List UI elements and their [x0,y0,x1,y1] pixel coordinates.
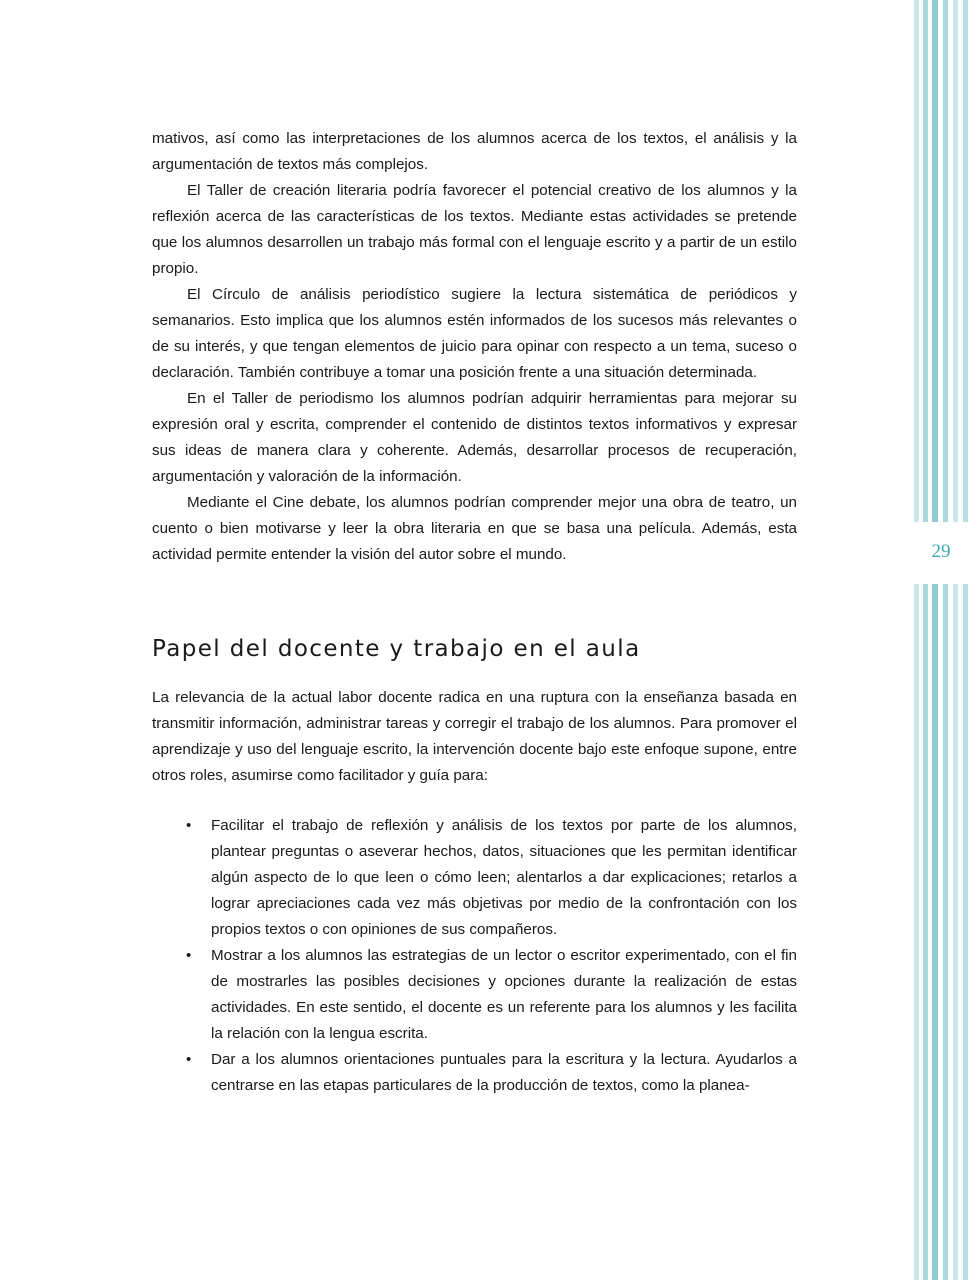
list-item-text: Facilitar el trabajo de reflexión y análisis de los textos por parte de los alumnos, plantear preguntas o aseverar hechos, datos, situaciones que les permitan identificar algún aspecto de lo que leen o cómo leen; alentarlos a dar explicaciones; retarlos a lograr apreciaciones cada vez más objetivas por medio de la confrontación con los propios textos o con opiniones de sus compañeros. [211,817,797,938]
paragraph: Mediante el Cine debate, los alumnos podrían comprender mejor una obra de teatro, un cuento o bien motivarse y leer la obra literaria en que se basa una película. Además, esta actividad permite entender la visión del autor sobre el mundo. [152,494,797,563]
list-item [152,1047,797,1099]
section-intro: La relevancia de la actual labor docente radica en una ruptura con la enseñanza basada en transmitir información, administrar tareas y corregir el trabajo de los alumnos. Para promover el aprendizaje y uso del lenguaje escrito, la intervención docente bajo este enfoque supone, entre otros roles, asumirse como facilitador y guía para: [152,689,797,784]
page-body [152,126,797,1099]
paragraph: El Círculo de análisis periodístico sugiere la lectura sistemática de periódicos y semanarios. Esto implica que los alumnos estén informados de los sucesos más relevantes o de su interés, y que tengan elementos de juicio para opinar con respecto a un tema, suceso o declaración. También contribuye a tomar una posición frente a una situación determinada. [152,286,797,381]
list-item-text: Mostrar a los alumnos las estrategias de un lector o escritor experimentado, con el fin de mostrarles las posibles decisiones y opciones durante la realización de estas actividades. En este sentido, el docente es un referente para los alumnos y les facilita la relación con la lengua escrita. [211,947,797,1042]
list-item [152,813,797,943]
bullet-list [152,813,797,1099]
bullet-icon: • [186,817,192,834]
stripe [953,0,958,1280]
stripe [914,0,919,1280]
bullet-icon: • [186,947,192,964]
page-number: 29 [931,541,951,562]
bullet-icon: • [186,1051,192,1068]
paragraph: En el Taller de periodismo los alumnos podrían adquirir herramientas para mejorar su expresión oral y escrita, comprender el contenido de distintos textos informativos y expresar sus ideas de manera clara y coherente. Además, desarrollar procesos de recuperación, argumentación y valoración de la información. [152,390,797,485]
paragraph: mativos, así como las interpretaciones de los alumnos acerca de los textos, el análisis y la argumentación de textos más complejos. [152,130,797,173]
list-item-text: Dar a los alumnos orientaciones puntuales para la escritura y la lectura. Ayudarlos a centrarse en las etapas particulares de la producción de textos, como la planea- [211,1051,797,1094]
stripe [932,0,938,1280]
stripe [923,0,928,1280]
paragraph: El Taller de creación literaria podría favorecer el potencial creativo de los alumnos y la reflexión acerca de las características de los textos. Mediante estas actividades se pretende que los alumnos desarrollen un trabajo más formal con el lenguaje escrito y a partir de un estilo propio. [152,182,797,277]
decorative-edge-stripes [910,0,972,1280]
section-heading: Papel del docente y trabajo en el aula [152,636,641,662]
stripe [963,0,968,1280]
list-item [152,943,797,1047]
stripe [943,0,948,1280]
